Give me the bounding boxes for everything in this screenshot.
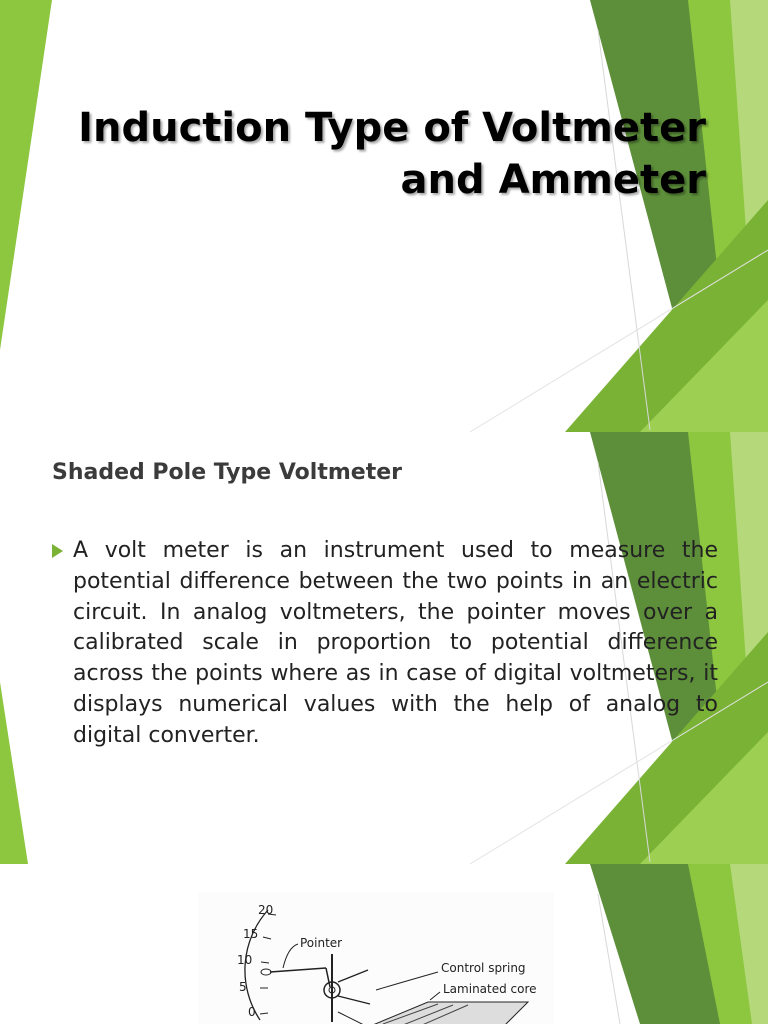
scale-tick-label: 20 <box>258 903 274 917</box>
bullet-arrow-icon <box>52 544 63 558</box>
bullet-item <box>52 536 718 752</box>
scale-tick-label: 0 <box>248 1005 256 1019</box>
slide-title-text <box>66 102 706 206</box>
slide-diagram <box>0 864 768 1024</box>
laminated-core-label: Laminated core <box>443 982 537 996</box>
pointer-label: Pointer <box>300 936 343 950</box>
bullet-text: A volt meter is an instrument used to measure the potential difference between the two points in an electric circuit. In analog voltmeters, the pointer moves over a calibrated scale in proportion to potential difference across the points where as in case of digital voltmeters, it displays numerical values with the help of analog to digital converter. <box>73 538 718 748</box>
slide-title <box>0 0 768 432</box>
scale-tick-label: 5 <box>239 980 247 994</box>
control-spring-label: Control spring <box>441 961 526 975</box>
title-line-1: Induction Type of Voltmeter <box>78 105 706 151</box>
section-heading: Shaded Pole Type Voltmeter <box>52 460 402 485</box>
voltmeter-diagram <box>198 892 554 1024</box>
green-decoration <box>0 0 768 432</box>
slide-content <box>0 432 768 864</box>
scale-tick-label: 15 <box>243 927 259 941</box>
scale-tick-label: 10 <box>237 953 253 967</box>
shaded-pole-voltmeter-illustration <box>198 892 554 1024</box>
title-line-2: and Ammeter <box>400 157 706 203</box>
